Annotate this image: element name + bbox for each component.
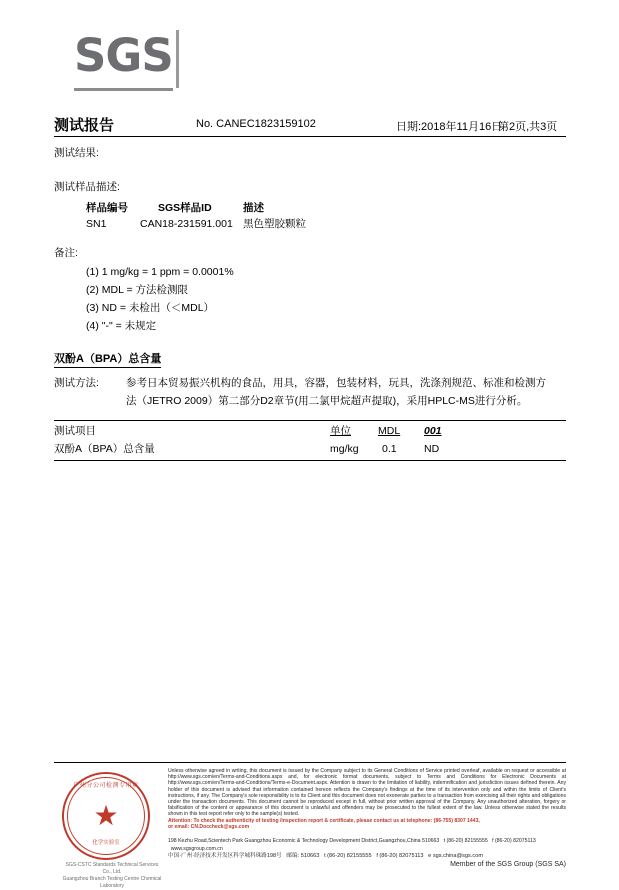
sample-cell-0-0: SN1 [86,218,107,230]
company-stamp [62,772,162,889]
result-table-top-rule [54,420,566,421]
star-icon: ★ [93,800,119,831]
address-tel-cn: t (86-20) 82155555 [324,853,372,859]
address-cn-row [168,853,566,861]
result-col-header-2: MDL [378,425,401,437]
report-number: No. CANEC1823159102 [196,118,316,130]
result-col-header-1: 单位 [330,425,351,437]
address-en-row [168,838,566,853]
address-en: 198 Kezhu Road,Scientech Park Guangzhou Economic & Technology Development District,Guangzhou,China 510663 [168,838,440,844]
footer-disclaimer [168,768,566,830]
method-label: 测试方法: [54,377,99,389]
footer-address [168,838,566,861]
address-web: www.sgsgroup.com.cn [170,845,223,852]
sample-description-label: 测试样品描述: [54,181,120,193]
results-label: 测试结果: [54,147,99,159]
header-divider [54,136,566,137]
section-heading-bpa: 双酚A（BPA）总含量 [54,350,161,368]
result-cell-0-2: 0.1 [382,443,397,455]
sgs-logo-text: SGS [74,29,173,82]
disclaimer-text: Unless otherwise agreed in writing, this document is issued by the Company subject to its General Conditions of Service printed overleaf, available on request or accessible at http://www.sgs.com/en/Terms-and-Conditions.aspx and, for electronic format documents, subject to Terms and Conditions for Electronic Documents at http://www.sgs.com/en/Terms-and-Conditions/Terms-e-Document.aspx. Attention is drawn to the limitation of liability, indemnification and jurisdiction issues defined therein. Any holder of this document is advised that information contained hereon reflects the Company's findings at the time of its intervention only and within the limits of Client's instructions, if any. The Company's sole responsibility is to its Client and this document does not exonerate parties to a transaction from exercising all their rights and obligations under the transaction documents. This document cannot be reproduced except in full, without prior written approval of the Company. Any unauthorized alteration, forgery or falsification of the content or appearance of this document is unlawful and offenders may be prosecuted to the fullest extent of the law. Unless otherwise stated the results shown in this test report refer only to the sample(s) tested. [168,768,566,818]
page-title: 测试报告 [54,116,115,134]
address-zip-cn: 邮编: 510663 [286,853,320,859]
sample-cell-0-1: CAN18-231591.001 [140,218,233,230]
method-line-1: 法（JETRO 2009）第二部分D2章节(用二氯甲烷超声提取)，采用HPLC-MS进行分析。 [126,395,528,407]
footer-divider [54,762,566,763]
page-number: 第2页,共3页 [498,121,558,133]
note-item-2: (3) ND = 未检出（＜MDL） [86,302,215,314]
note-item-0: (1) 1 mg/kg = 1 ppm = 0.0001% [86,266,234,278]
address-fax-cn: f (86-20) 82075113 [376,853,424,859]
attention-line: Attention: To check the authenticity of testing /inspection report & certificate, please contact us at telephone: (86-755) 8307 1443, [168,817,480,824]
address-fax-en: f (86-20) 82075113 [492,838,536,844]
note-item-3: (4) "-" = 未规定 [86,320,157,332]
attention-email: or email: CN.Doccheck@sgs.com [168,823,250,830]
note-item-1: (2) MDL = 方法检测限 [86,284,188,296]
notes-label: 备注: [54,247,78,259]
footer-member: Member of the SGS Group (SGS SA) [450,861,566,868]
address-tel-en: t (86-20) 82155555 [443,838,488,844]
stamp-top-text: 广州分公司检测专用章 [73,783,139,789]
stamp-bottom-text: 化学实验室 [92,840,120,846]
sample-col-header-2: 描述 [243,202,264,214]
result-table-bottom-rule [54,460,566,461]
sample-cell-0-2: 黑色塑胶颗粒 [243,218,306,230]
stamp-caption-line2: Guangzhou Branch Testing Centre Chemical Laboratory [62,876,162,889]
report-date: 日期:2018年11月16日 [396,121,503,133]
result-col-header-0: 测试项目 [54,425,96,437]
sample-col-header-0: 样品编号 [86,202,128,214]
result-cell-0-0: 双酚A（BPA）总含量 [54,443,155,455]
address-cn: 中国·广州·经济技术开发区科学城科珠路198号 [168,853,282,859]
result-col-header-3: 001 [424,425,442,437]
method-line-0: 参考日本贸易振兴机构的食品，用具，容器，包装材料，玩具，洗涤剂规范、标准和检测方 [126,377,546,389]
address-email: e sgs.china@sgs.com [428,853,483,859]
result-cell-0-3: ND [424,443,440,455]
sample-col-header-1: SGS样品ID [158,202,212,214]
result-cell-0-1: mg/kg [330,443,359,455]
logo-vertical-bar [176,30,179,88]
stamp-caption-line1: SGS-CSTC Standards Technical Services Co., Ltd. [65,862,159,875]
logo-underline [74,88,173,91]
